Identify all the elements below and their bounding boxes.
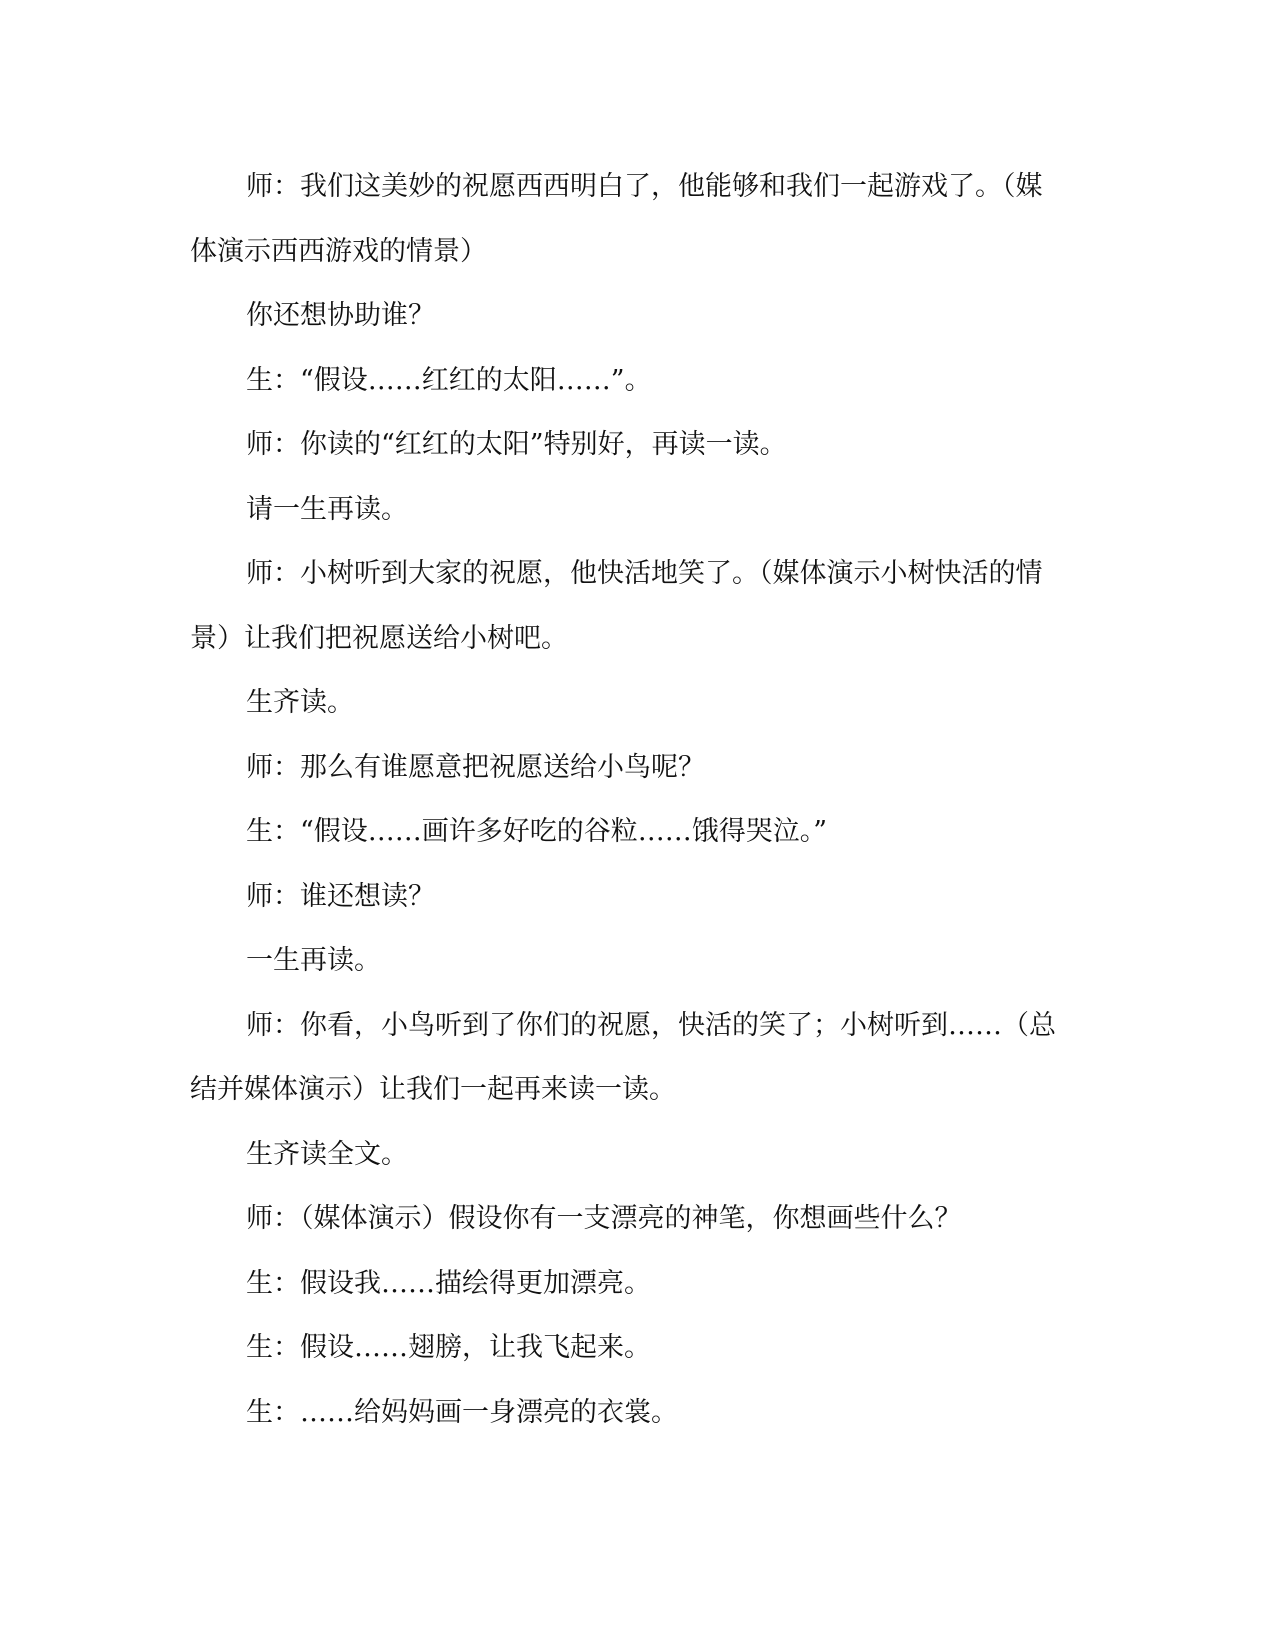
- paragraph: 师：我们这美妙的祝愿西西明白了，他能够和我们一起游戏了。（媒体演示西西游戏的情景）: [190, 171, 1043, 267]
- paragraph: 生：……给妈妈画一身漂亮的衣裳。: [246, 1396, 678, 1428]
- paragraph: 生：“假设……画许多好吃的谷粒……饿得哭泣。”: [246, 816, 828, 847]
- paragraph: 生：假设我……描绘得更加漂亮。: [246, 1267, 651, 1299]
- paragraph: 师：小树听到大家的祝愿，他快活地笑了。（媒体演示小树快活的情景）让我们把祝愿送给小树吧。: [190, 558, 1043, 654]
- paragraph: 你还想协助谁？: [246, 300, 435, 331]
- document-body: [190, 155, 1060, 1445]
- paragraph: 师：谁还想读？: [246, 880, 435, 912]
- paragraph: 请一生再读。: [246, 493, 408, 525]
- paragraph: 生：“假设……红红的太阳……”。: [246, 364, 652, 396]
- paragraph: 师：（媒体演示）假设你有一支漂亮的神笔，你想画些什么？: [246, 1203, 962, 1234]
- paragraph: 一生再读。: [246, 945, 381, 976]
- paragraph: 师：你看，小鸟听到了你们的祝愿，快活的笑了；小树听到……（总结并媒体演示）让我们一起再来读一读。: [190, 1009, 1056, 1105]
- paragraph: 师：那么有谁愿意把祝愿送给小鸟呢？: [246, 751, 705, 783]
- paragraph: 生齐读。: [246, 687, 354, 718]
- paragraph: 生齐读全文。: [246, 1138, 408, 1170]
- paragraph: 生：假设……翅膀，让我飞起来。: [246, 1332, 651, 1363]
- paragraph: 师：你读的“红红的太阳”特别好，再读一读。: [246, 429, 787, 460]
